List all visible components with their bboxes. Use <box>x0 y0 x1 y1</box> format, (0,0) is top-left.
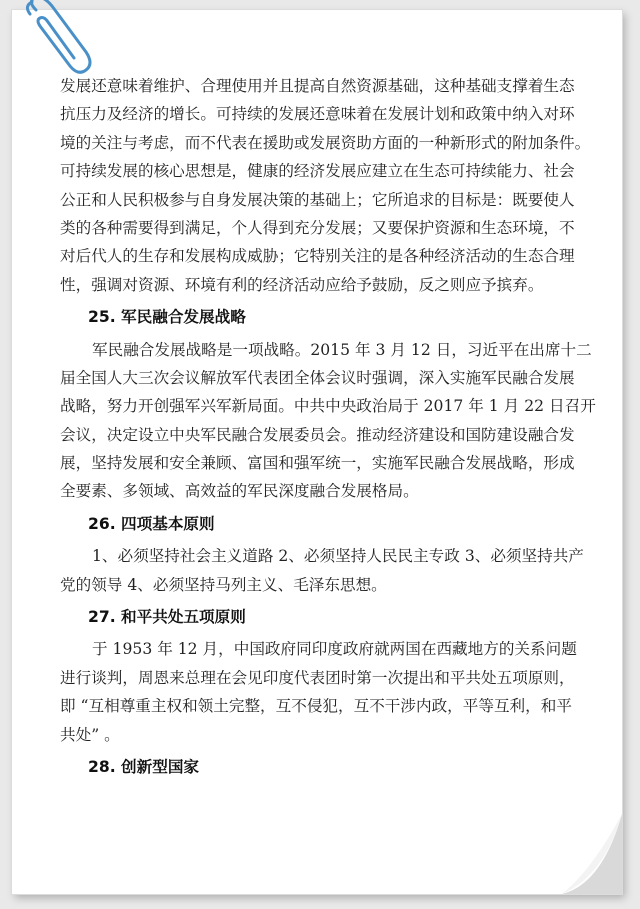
text-line: 战略，努力开创强军兴军新局面。中共中央政治局于 2017 年 1 月 22 日召开 <box>60 397 596 416</box>
text-line: 1、必须坚持社会主义道路 2、必须坚持人民民主专政 3、必须坚持共产 <box>92 547 584 566</box>
text-line: 即 “互相尊重主权和领土完整，互不侵犯，互不干涉内政，平等互利，和平 <box>60 697 572 716</box>
text-line: 党的领导 4、必须坚持马列主义、毛泽东思想。 <box>60 575 387 594</box>
text-line: 共处” 。 <box>60 725 120 744</box>
section-heading-26: 26. 四项基本原则 <box>88 514 215 533</box>
text-line: 可持续发展的核心思想是，健康的经济发展应建立在生态可持续能力、社会 <box>60 162 575 181</box>
section-26-paragraph <box>60 542 592 599</box>
intro-paragraph <box>60 72 592 299</box>
text-line: 发展还意味着维护、合理使用并且提高自然资源基础，这种基础支撑着生态 <box>60 77 575 95</box>
section-27-paragraph <box>60 635 592 749</box>
text-line: 进行谈判，周恩来总理在会见印度代表团时第一次提出和平共处五项原则， <box>60 668 575 687</box>
text-line: 性，强调对资源、环境有利的经济活动应给予鼓励，反之则应予摈弃。 <box>60 275 544 294</box>
section-25-paragraph <box>60 336 596 506</box>
text-line: 抗压力及经济的增长。可持续的发展还意味着在发展计划和政策中纳入对环 <box>60 105 575 124</box>
page-curl-icon <box>562 814 622 894</box>
text-line: 会议，决定设立中央军民融合发展委员会。推动经济建设和国防建设融合发 <box>60 425 575 444</box>
section-heading-27: 27. 和平共处五项原则 <box>88 608 246 627</box>
text-line: 对后代人的生存和发展构成威胁；它特别关注的是各种经济活动的生态合理 <box>60 247 575 266</box>
text-line: 届全国人大三次会议解放军代表团全体会议时强调，深入实施军民融合发展 <box>60 368 575 387</box>
section-heading-25: 25. 军民融合发展战略 <box>88 308 246 327</box>
text-line: 展，坚持发展和安全兼顾、富国和强军统一，实施军民融合发展战略，形成 <box>60 454 575 473</box>
text-line: 类的各种需要得到满足，个人得到充分发展；又要保护资源和生态环境，不 <box>60 218 575 237</box>
section-heading-28: 28. 创新型国家 <box>88 757 200 776</box>
text-line: 于 1953 年 12 月，中国政府同印度政府就两国在西藏地方的关系问题 <box>92 640 577 659</box>
paperclip-icon <box>22 0 94 84</box>
text-line: 军民融合发展战略是一项战略。2015 年 3 月 12 日，习近平在出席十二 <box>92 340 592 359</box>
text-line: 全要素、多领域、高效益的军民深度融合发展格局。 <box>60 482 419 501</box>
document-body <box>60 72 596 785</box>
text-line: 境的关注与考虑，而不代表在援助或发展资助方面的一种新形式的附加条件。 <box>60 133 591 152</box>
text-line: 公正和人民积极参与自身发展决策的基础上；它所追求的目标是：既要使人 <box>60 190 575 209</box>
